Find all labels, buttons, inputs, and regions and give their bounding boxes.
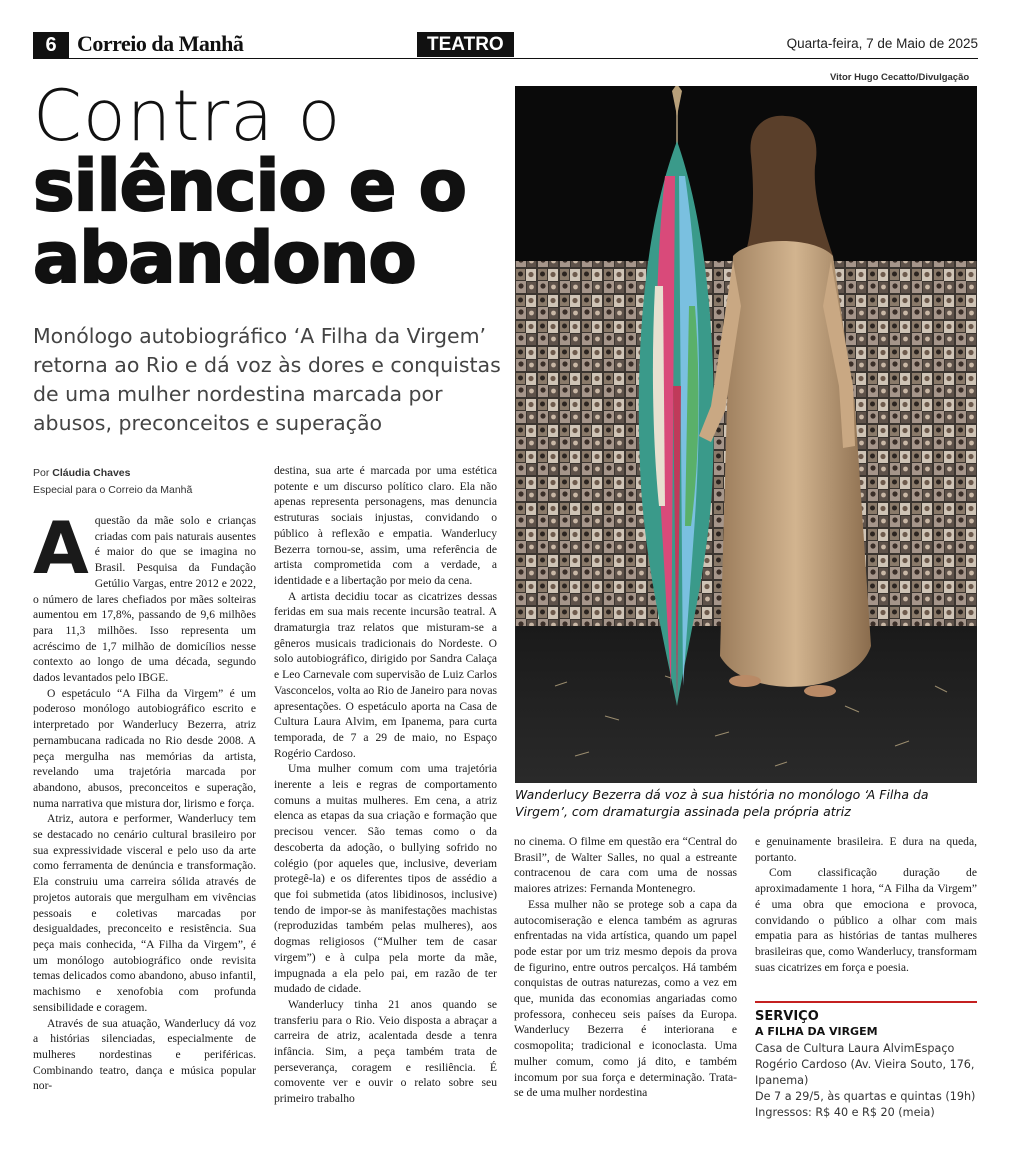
service-venue: Casa de Cultura Laura AlvimEspaço Rogério Cardoso (Av. Vieira Souto, 176, Ipanema) [755, 1042, 975, 1087]
service-tickets: Ingressos: R$ 40 e R$ 20 (meia) [755, 1106, 935, 1119]
page-header [33, 30, 978, 59]
article-column-4 [755, 834, 977, 975]
article-photo [515, 86, 977, 783]
section-label: TEATRO [417, 32, 514, 57]
headline-line-2: silêncio e o abandono [33, 145, 466, 299]
byline-prefix: Por [33, 467, 50, 479]
paragraph: Uma mulher comum com uma trajetória inerente a leis e regras de comportamento comuns a muitas mulheres. Em cena, a atriz elenca as etapas da sua criação e formação que precisou vencer. São temas como o da descoberta da adoção, o bullying sofrido no colégio (por aqueles que, inclusive, deveriam protegê-la) e os diferentes tipos de assédio a que foi submetida (atos libidinosos, inclusive) tendo de impor-se às manifestações machistas (reproduzidas também pelas mulheres), aos dogmas religiosos (“Mulher tem de casar virgem”) e à culpa pela morte da mãe, impugnada a ela pelo pai, em razão de ter mudado de cidade. [274, 762, 497, 996]
drop-cap: A [33, 506, 89, 590]
byline-author: Cláudia Chaves [52, 467, 131, 479]
byline [33, 465, 192, 499]
service-box [755, 1001, 977, 1121]
paragraph: destina, sua arte é marcada por uma estética potente e um discurso político claro. Ela não apenas representa personagens, mas denuncia estruturas sociais injustas, convidando o público à reflexão e empatia. Wanderlucy Bezerra tornou-se, assim, uma referência de artista comprometida com a verdade, a identidade e a libertação por meio da cena. [274, 464, 497, 587]
paragraph: Wanderlucy tinha 21 anos quando se transferiu para o Rio. Veio disposta a abraçar a carreira de atriz, acalentada desde a tenra infância. Sim, a peça também trata de perseverança, coragem e resiliência. É comovente ver e ouvir o relato sobre seu primeiro trabalho [274, 997, 497, 1106]
subheadline: Monólogo autobiográfico ‘A Filha da Virgem’ retorna ao Rio e dá voz às dores e conquistas de uma mulher nordestina marcada por abusos, preconceitos e superação [33, 324, 501, 435]
service-title: SERVIÇO [755, 1009, 819, 1024]
article-column-3 [514, 834, 737, 1101]
paragraph: no cinema. O filme em questão era “Central do Brasil”, de Walter Salles, no qual a estreante contracenou de cara com uma de nossas maiores atrizes: Fernanda Montenegro. [514, 835, 737, 896]
page-number: 6 [33, 32, 69, 58]
paragraph: Com classificação duração de aproximadamente 1 hora, “A Filha da Virgem” é uma obra que emociona e provoca, convidando o público a olhar com mais empatia para as histórias de tantas mulheres brasileiras que, como Wanderlucy, transformam suas cicatrizes em força e poesia. [755, 866, 977, 974]
performer-photo-illustration [515, 86, 977, 783]
service-show-name: A FILHA DA VIRGEM [755, 1025, 878, 1038]
paragraph: Aquestão da mãe solo e crianças criadas com pais naturais ausentes é maior do que se imagina no Brasil. Pesquisa da Fundação Getúlio Vargas, entre 2012 e 2022, o número de lares chefiados por mães solteiras aumentou em 17,8%, passando de 9,6 milhões para 11,3 milhões. Isso representa um acréscimo de 1,7 milhão de domicílios nesse contexto ao longo de uma década, segundo dados levantados pelo IBGE. [33, 506, 256, 685]
issue-date: Quarta-feira, 7 de Maio de 2025 [786, 36, 978, 51]
paragraph: e genuinamente brasileira. E dura na queda, portanto. [755, 835, 977, 864]
paragraph: Atriz, autora e performer, Wanderlucy tem se destacado no cenário cultural brasileiro por sua expressividade visceral e pelo uso da arte como ferramenta de denúncia e transformação. Ela construiu uma carreira sólida através de projetos autorais que mergulham em vivências pessoais e coletivas marcadas por desigualdades, preconceito e resistência. Sua peça mais conhecida, “A Filha da Virgem”, é um monólogo autobiográfico onde revisita temas delicados como abandono, abuso infantil, machismo e xenofobia com profunda sensibilidade e coragem. [33, 812, 256, 1014]
photo-credit: Vitor Hugo Cecatto/Divulgação [830, 72, 970, 83]
paragraph: Através de sua atuação, Wanderlucy dá voz a histórias silenciadas, especialmente de mulheres nordestinas e periféricas. Combinando teatro, dança e música popular nor- [33, 1016, 256, 1093]
paragraph: A artista decidiu tocar as cicatrizes dessas feridas em sua mais recente incursão teatral. A dramaturgia traz relatos que misturam-se a gêneros musicais tradicionais do Nordeste. O solo autobiográfico, dirigido por Sandra Calaça e Leo Carnevale com supervisão de Luiz Carlos Vasconcelos, volta ao Rio de Janeiro para novas apresentações. O espetáculo aporta na Casa de Cultura Laura Alvim, em Ipanema, para curta temporada, de 7 a 29 de maio, no Espaço Rogério Cardoso. [274, 589, 497, 760]
newspaper-name: Correio da Manhã [77, 31, 244, 56]
byline-role: Especial para o Correio da Manhã [33, 484, 193, 496]
service-schedule: De 7 a 29/5, às quartas e quintas (19h) [755, 1090, 976, 1103]
article-column-2 [274, 463, 497, 1107]
headline-line-1: Contra o [33, 75, 342, 157]
photo-caption: Wanderlucy Bezerra dá voz à sua história no monólogo ‘A Filha da Virgem’, com dramaturgia assinada pela própria atriz [515, 787, 929, 819]
article-column-1 [33, 506, 256, 1094]
paragraph: O espetáculo “A Filha da Virgem” é um poderoso monólogo autobiográfico escrito e interpretado por Wanderlucy Bezerra, atriz pernambucana radicada no Rio desde 2008. A peça mergulha nas memórias da artista, revelando uma trajetória marcada por abandono, abusos, preconceitos e superação, numa narrativa que mistura dor, lirismo e força. [33, 686, 256, 810]
paragraph: Essa mulher não se protege sob a capa da autocomiseração e elenca também as agruras enfrentadas na vida artística, quando um papel pode estar por um triz mesmo depois da prova de figurino, entre outros percalços. Há também conquistas de outras naturezas, como a vez em que, munida das economias angariadas como professora, conheceu seis países da Europa. Wanderlucy Bezerra é interiorana e cosmopolita; tradicional e iconoclasta. Uma mulher comum, como já dito, e também incomum por sua força e determinação. Trata-se de uma mulher nordestina [514, 897, 737, 1100]
